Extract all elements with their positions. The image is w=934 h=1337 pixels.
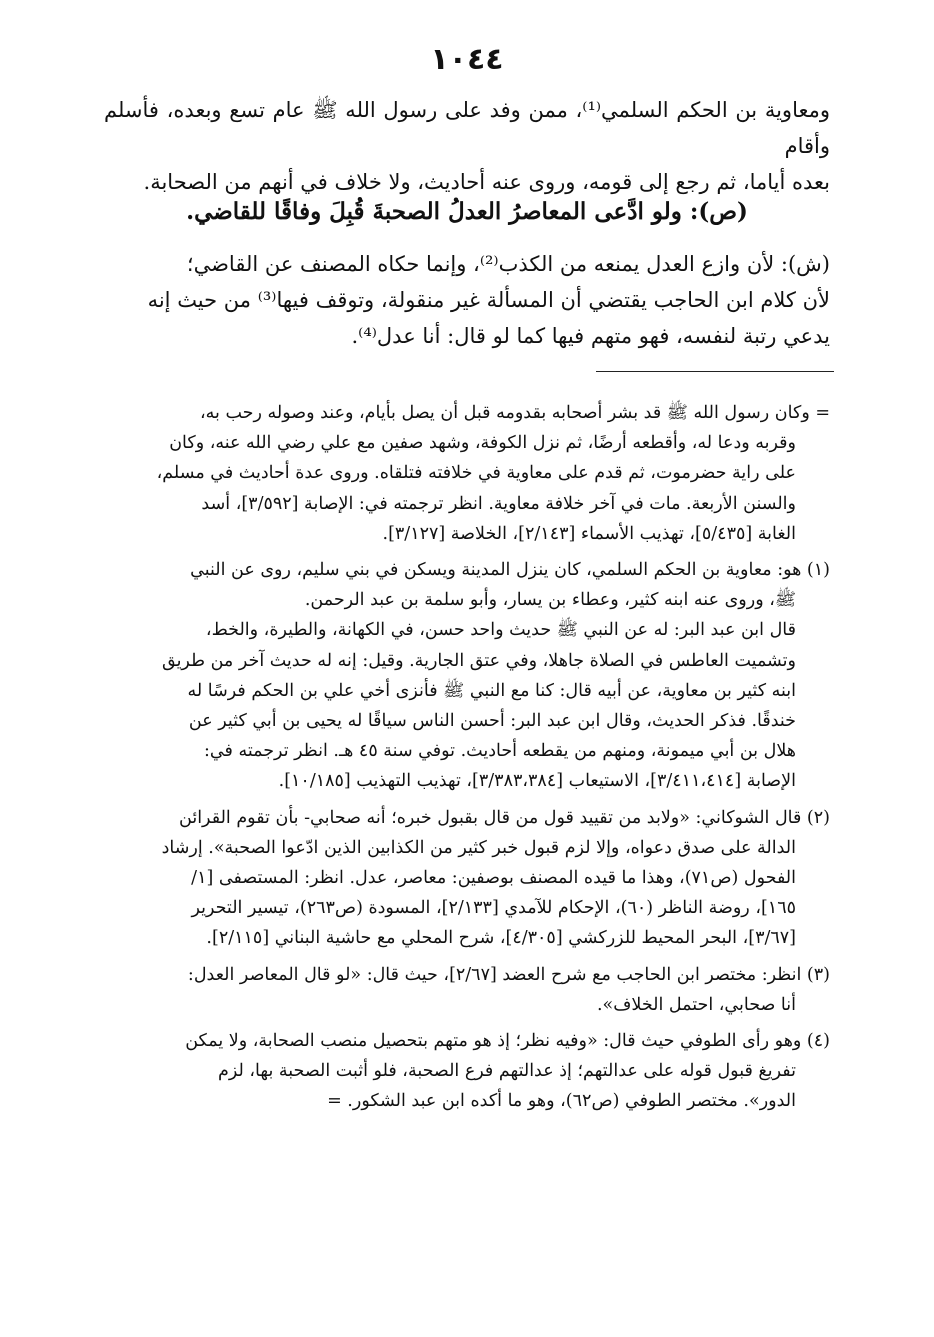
main-line: بعده أياما، ثم رجع إلى قومه، وروى عنه أحاديث، ولا خلاف في أنهم من الصحابة.	[143, 170, 830, 194]
footnote-line: الإصابة [٣/٤١١،٤١٤]، الاستيعاب [٣/٣٨٣،٣٨٤]، تهذيب التهذيب [١٠/١٨٥].	[278, 771, 796, 792]
main-line: ومعاوية بن الحكم السلمي⁽¹⁾، ممن وفد على رسول الله ﷺ عام تسع وبعده، فأسلم وأقام	[104, 98, 830, 158]
footnote-line: وتشميت العاطس في الصلاة جاهلا، وفي عتق الجارية. وقيل: إنه له حديث آخر من طريق	[161, 650, 796, 671]
footnote-line: (٣) انظر: مختصر ابن الحاجب مع شرح العضد [٢/٦٧]، حيث قال: «لو قال المعاصر العدل:	[187, 964, 830, 985]
footnote-4	[104, 1026, 830, 1117]
footnote-continued	[104, 398, 830, 549]
page-number: ١٠٤٤	[430, 42, 504, 77]
footnote-line: على راية حضرموت، ثم قدم على معاوية في خلافته فتلقاه. وروى عدة أحاديث في مسلم،	[156, 463, 796, 484]
footnote-3	[104, 960, 830, 1020]
footnote-2	[104, 803, 830, 954]
footnotes	[104, 398, 830, 1123]
footnote-separator	[596, 371, 834, 372]
sharh-line: (ش): لأن وازع العدل يمنعه من الكذب⁽²⁾، وإنما حكاه المصنف عن القاضي؛	[186, 252, 830, 276]
footnote-line: قال ابن عبد البر: له عن النبي ﷺ حديث واحد حسن، في الكهانة، والطيرة، والخط،	[205, 620, 796, 641]
footnote-line: والسنن الأربعة. مات في آخر خلافة معاوية. انظر ترجمته في: الإصابة [٣/٥٩٢]، أسد	[201, 493, 796, 514]
matn-heading: (ص): ولو ادَّعى المعاصرُ العدلُ الصحبةَ قُبِلَ وفاقًا للقاضي.	[186, 198, 748, 225]
footnote-line: = وكان رسول الله ﷺ قد بشر أصحابه بقدومه قبل أن يصل بأيام، وعند وصوله رحب به،	[200, 403, 830, 423]
footnote-line: (١) هو: معاوية بن الحكم السلمي، كان ينزل المدينة ويسكن في بني سليم، روى عن النبي	[190, 560, 830, 581]
footnote-line: [٣/٦٧]، البحر المحيط للزركشي [٤/٣٠٥]، شرح المحلي مع حاشية البناني [٢/١١٥].	[206, 928, 796, 949]
sharh-line: لأن كلام ابن الحاجب يقتضي أن المسألة غير منقولة، وتوقف فيها⁽³⁾ من حيث إنه	[147, 288, 830, 312]
footnote-line: ١٦٥]، روضة الناظر (٦٠)، الإحكام للآمدي [٢/١٣٣]، المسودة (ص٢٦٣)، تيسير التحرير	[191, 898, 796, 919]
footnote-line: الغابة [٥/٤٣٥]، تهذيب الأسماء [٢/١٤٣]، الخلاصة [٣/١٢٧].	[382, 523, 796, 544]
sharh-line: يدعي رتبة لنفسه، فهو متهم فيها كما لو قال: أنا عدل⁽⁴⁾.	[351, 324, 830, 348]
footnote-line: ابنه كثير بن معاوية، عن أبيه قال: كنا مع النبي ﷺ فأنزى أخي علي بن الحكم فرسًا له	[187, 680, 796, 701]
footnote-line: وقربه ودعا له، وأقطعه أرضًا، ثم نزل الكوفة، وشهد صفين مع علي رضي الله عنه، وكان	[169, 433, 796, 454]
footnote-line: ﷺ، وروى عنه ابنه كثير، وعطاء بن يسار، وأبو سلمة بن عبد الرحمن.	[304, 590, 796, 611]
footnote-line: (٢) قال الشوكاني: «ولابد من تقييد قول من قال بقبول خبره؛ أنه صحابي- بأن تقوم القرائن	[179, 807, 830, 828]
footnote-line: هلال بن أبي ميمونة، ومنهم من يقطعه أحاديث. توفي سنة ٤٥ هـ. انظر ترجمته في:	[204, 741, 796, 762]
footnote-1	[104, 555, 830, 797]
footnote-line: الدالة على صدق دعواه، وإلا لزم قبول خبر كثير من الكذابين الذين ادّعوا الصحبة». إرشاد	[161, 837, 796, 858]
footnote-line: الفحول (ص٧١)، وهذا ما قيده المصنف بوصفين: معاصر، عدل. انظر: المستصفى [١/	[191, 868, 796, 889]
main-text	[104, 92, 830, 200]
footnote-line: (٤) وهو رأى الطوفي حيث قال: «وفيه نظر؛ إذ هو متهم بتحصيل منصب الصحابة، ولا يمكن	[185, 1031, 830, 1052]
footnote-line: خندقًا. فذكر الحديث، وقال ابن عبد البر: أحسن الناس سياقًا له يحيى بن أبي كثير عن	[188, 711, 796, 732]
footnote-line: أنا صحابي، احتمل الخلاف».	[596, 994, 796, 1015]
footnote-line: الدور». مختصر الطوفي (ص٦٢)، وهو ما أكده ابن عبد الشكور. =	[327, 1091, 796, 1112]
sharh-text	[104, 246, 830, 354]
footnote-line: تفريغ قبول قوله على عدالتهم؛ إذ عدالتهم فرع الصحبة، فلو أثبت الصحبة بها، لزم	[218, 1061, 796, 1082]
